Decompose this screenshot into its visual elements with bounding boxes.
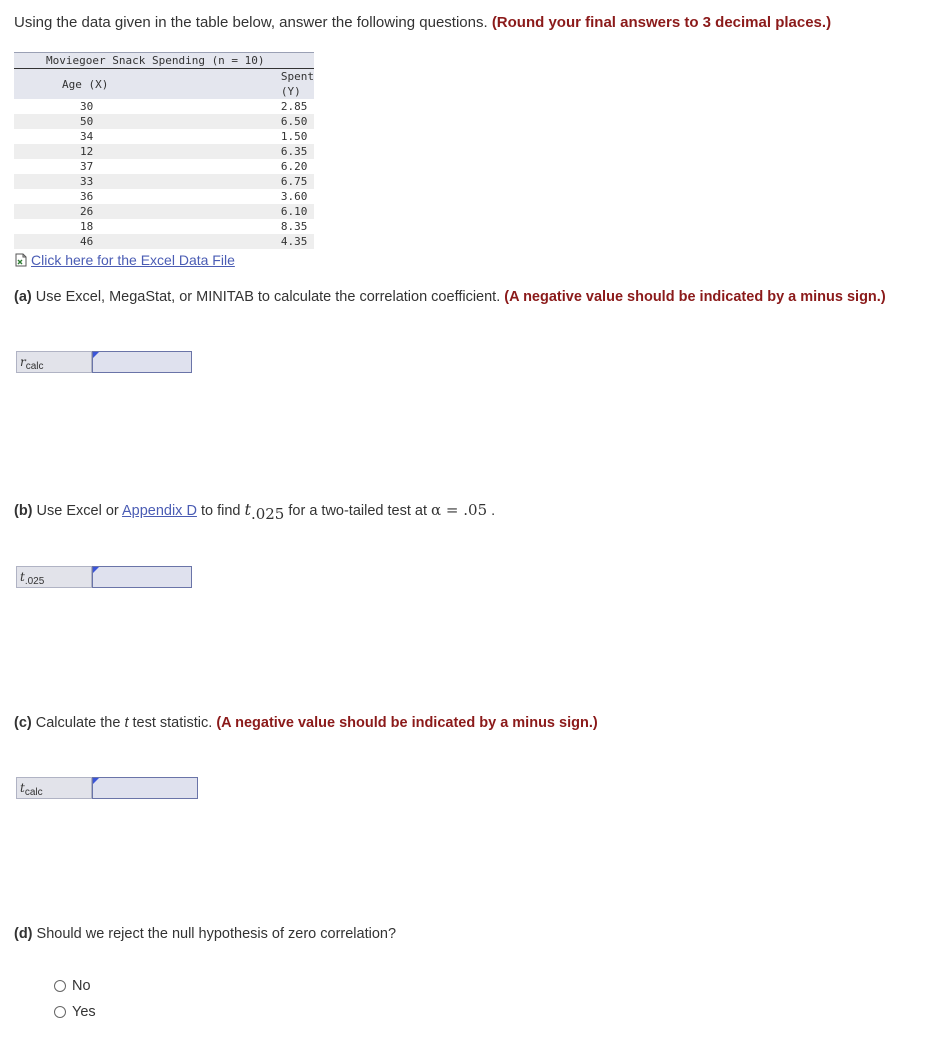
question-b-period: .: [487, 503, 496, 519]
rounding-note: (Round your final answers to 3 decimal places.): [491, 14, 832, 31]
question-c-text-2: test statistic.: [128, 715, 217, 731]
radio-button-yes[interactable]: [54, 1006, 66, 1018]
age-cell: 33: [14, 174, 223, 189]
radio-button-no[interactable]: [54, 980, 66, 992]
age-cell: 46: [14, 234, 223, 249]
question-d-text: Should we reject the null hypothesis of zero correlation?: [32, 926, 397, 942]
t-symbol-label: t: [20, 570, 25, 584]
option-no-label: No: [72, 978, 91, 994]
column-header-spent: Spent (Y): [223, 69, 314, 100]
question-a: [14, 289, 886, 305]
answer-row-c: [16, 777, 198, 799]
question-b: [14, 500, 495, 523]
t-symbol: t: [244, 500, 251, 519]
question-b-text-1: Use Excel or: [32, 503, 122, 519]
data-table: [14, 52, 314, 249]
t-calc-subscript: calc: [24, 787, 43, 798]
spent-cell: 1.50: [280, 130, 308, 143]
flag-icon: [93, 567, 99, 573]
excel-data-link[interactable]: [14, 252, 235, 268]
instructions-text: Using the data given in the table below, answer the following questions.: [14, 14, 492, 31]
age-cell: 37: [80, 160, 94, 173]
question-c: [14, 715, 598, 731]
age-cell: 12: [14, 144, 223, 159]
excel-data-link-label[interactable]: Click here for the Excel Data File: [31, 252, 235, 268]
question-c-note: (A negative value should be indicated by a minus sign.): [216, 715, 598, 731]
table-row: [14, 159, 314, 174]
t-subscript: .025: [250, 505, 285, 523]
table-header-row: [14, 69, 314, 100]
spent-cell: 6.20: [280, 160, 308, 173]
column-header-age: Age (X): [14, 69, 223, 100]
part-label-d: (d): [14, 926, 33, 942]
t-025-input[interactable]: [92, 566, 192, 588]
question-c-text-1: Calculate the: [31, 715, 125, 731]
table-row: [14, 204, 314, 219]
age-cell: 34: [80, 130, 94, 143]
option-yes[interactable]: [54, 1004, 96, 1020]
t-calc-input[interactable]: [92, 777, 198, 799]
spent-cell: 4.35: [223, 234, 314, 249]
table-caption: [14, 52, 314, 68]
age-cell: 36: [80, 190, 94, 203]
age-cell: 18: [80, 220, 94, 233]
table-row: [14, 144, 314, 159]
r-calc-label: [16, 351, 92, 373]
table-row: [14, 234, 314, 249]
t-symbol-c: t: [124, 715, 129, 731]
t-025-subscript: .025: [24, 576, 45, 587]
part-label-a: (a): [14, 289, 32, 305]
answer-row-b: [16, 566, 192, 588]
question-a-text: Use Excel, MegaStat, or MINITAB to calculate the correlation coefficient.: [31, 289, 505, 305]
flag-icon: [93, 352, 99, 358]
alpha-expression: α = .05: [431, 501, 488, 519]
t-025-label: [16, 566, 92, 588]
question-b-text-2: to find: [196, 503, 245, 519]
r-symbol: r: [20, 355, 26, 369]
spent-cell: 3.60: [280, 190, 308, 203]
option-yes-label: Yes: [72, 1004, 96, 1020]
question-d: [14, 926, 396, 942]
question-b-text-3: for a two-tailed test at: [284, 503, 432, 519]
part-label-c: (c): [14, 715, 32, 731]
part-label-b: (b): [14, 503, 33, 519]
flag-icon: [93, 778, 99, 784]
table-row: [14, 129, 314, 144]
spent-cell: 8.35: [280, 220, 308, 233]
table-row: [14, 189, 314, 204]
t-calc-symbol: t: [20, 781, 25, 795]
table-row: [14, 99, 314, 114]
spent-cell: 6.50: [223, 114, 314, 129]
t-calc-label: [16, 777, 92, 799]
age-cell: 50: [14, 114, 223, 129]
age-cell: 30: [80, 100, 94, 113]
spent-cell: 2.85: [280, 100, 308, 113]
r-subscript: calc: [25, 361, 44, 372]
answer-row-a: [16, 351, 192, 373]
table-row: [14, 114, 314, 129]
table-row: [14, 174, 314, 189]
age-cell: 26: [14, 204, 223, 219]
excel-file-icon: [14, 253, 28, 267]
table-row: [14, 219, 314, 234]
table-caption-text: Moviegoer Snack Spending (n = 10): [46, 54, 265, 67]
appendix-d-link[interactable]: Appendix D: [121, 503, 197, 519]
instructions: [14, 14, 831, 31]
spent-cell: 6.35: [223, 144, 314, 159]
option-no[interactable]: [54, 978, 91, 994]
question-a-note: (A negative value should be indicated by a minus sign.): [504, 289, 886, 305]
r-calc-input[interactable]: [92, 351, 192, 373]
spent-cell: 6.10: [223, 204, 314, 219]
spent-cell: 6.75: [223, 174, 314, 189]
